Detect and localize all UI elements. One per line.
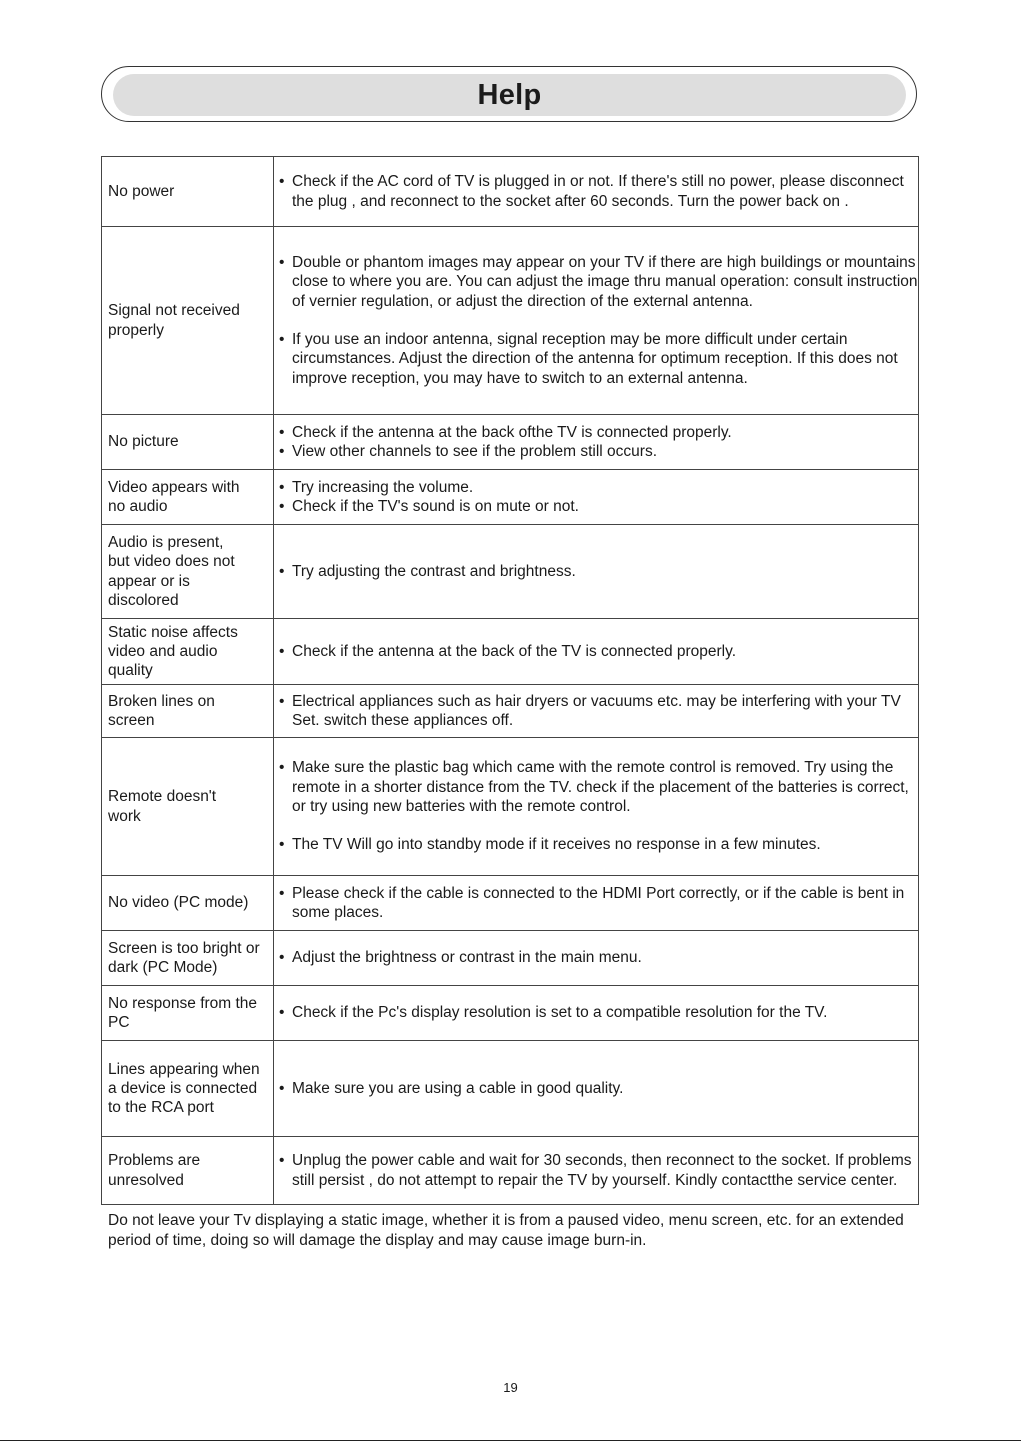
solution-item: • Electrical appliances such as hair dryers or vacuums etc. may be interfering with your TV Set. switch these appliances off. bbox=[278, 692, 918, 731]
table-row bbox=[102, 685, 919, 738]
problem-text: Broken lines on screen bbox=[108, 692, 215, 729]
page-title: Help bbox=[477, 78, 542, 111]
problem-cell bbox=[102, 931, 274, 986]
solution-item: • If you use an indoor antenna, signal reception may be more difficult under certain circumstances. Adjust the direction of the antenna for optimum reception. If this does not improve reception, you may have to switch to an external antenna. bbox=[278, 330, 918, 388]
problem-cell bbox=[102, 1041, 274, 1137]
page-number: 19 bbox=[503, 1380, 518, 1395]
problem-text: Lines appearing when a device is connected to the RCA port bbox=[108, 1060, 260, 1117]
table-row bbox=[102, 415, 919, 470]
solution-item: • View other channels to see if the problem still occurs. bbox=[278, 442, 918, 461]
solution-item: • Check if the AC cord of TV is plugged in or not. If there's still no power, please disconnect the plug , and reconnect to the socket after 60 seconds. Turn the power back on . bbox=[278, 172, 918, 211]
problem-text: Audio is present, but video does not appear or is discolored bbox=[108, 533, 235, 609]
burn-in-warning: Do not leave your Tv displaying a static image, whether it is from a paused video, menu screen, etc. for an extended period of time, doing so will damage the display and may cause image burn-in. bbox=[108, 1212, 904, 1249]
problem-text: Remote doesn't work bbox=[108, 788, 217, 825]
bottom-divider bbox=[0, 1440, 1021, 1441]
solution-item: • Unplug the power cable and wait for 30 seconds, then reconnect to the socket. If problems still persist , do not attempt to repair the TV by yourself. Kindly contactthe service center. bbox=[278, 1151, 918, 1190]
solution-cell bbox=[274, 415, 919, 470]
problem-cell bbox=[102, 876, 274, 931]
solution-cell bbox=[274, 1137, 919, 1205]
table-row bbox=[102, 1137, 919, 1205]
solution-item: • Try adjusting the contrast and brightness. bbox=[278, 562, 918, 581]
troubleshooting-table bbox=[101, 156, 919, 1205]
problem-cell bbox=[102, 685, 274, 738]
solution-cell bbox=[274, 738, 919, 876]
problem-cell bbox=[102, 1137, 274, 1205]
problem-cell bbox=[102, 986, 274, 1041]
problem-text: No video (PC mode) bbox=[108, 894, 249, 912]
solution-cell bbox=[274, 685, 919, 738]
solution-item: • Check if the antenna at the back ofthe TV is connected properly. bbox=[278, 423, 918, 442]
title-banner bbox=[113, 74, 906, 116]
solution-cell bbox=[274, 986, 919, 1041]
problem-cell bbox=[102, 619, 274, 685]
table-row bbox=[102, 227, 919, 415]
solution-item: • Double or phantom images may appear on your TV if there are high buildings or mountains close to where you are. You can adjust the image thru manual operation: consult instruction of vernier regulation, or adjust the direction of the external antenna. bbox=[278, 253, 918, 311]
solution-item: • Try increasing the volume. bbox=[278, 478, 918, 497]
problem-text: Signal not received properly bbox=[108, 302, 240, 339]
table-row bbox=[102, 525, 919, 619]
solution-cell bbox=[274, 619, 919, 685]
problem-text: Problems are unresolved bbox=[108, 1152, 201, 1189]
solution-item: • Make sure the plastic bag which came with the remote control is removed. Try using the remote in a shorter distance from the TV. check if the placement of the batteries is correct, or try using new batteries with the remote control. bbox=[278, 758, 918, 816]
solution-item: • Check if the antenna at the back of the TV is connected properly. bbox=[278, 642, 918, 661]
solution-item: • Adjust the brightness or contrast in the main menu. bbox=[278, 948, 918, 967]
table-row bbox=[102, 986, 919, 1041]
solution-cell bbox=[274, 470, 919, 525]
problem-cell bbox=[102, 157, 274, 227]
table-row bbox=[102, 738, 919, 876]
solution-item: • Please check if the cable is connected to the HDMI Port correctly, or if the cable is bent in some places. bbox=[278, 884, 918, 923]
problem-text: No picture bbox=[108, 433, 179, 451]
table-row bbox=[102, 470, 919, 525]
solution-cell bbox=[274, 227, 919, 415]
problem-cell bbox=[102, 415, 274, 470]
solution-cell bbox=[274, 1041, 919, 1137]
solution-item: • The TV Will go into standby mode if it receives no response in a few minutes. bbox=[278, 835, 918, 854]
problem-cell bbox=[102, 227, 274, 415]
table-row bbox=[102, 931, 919, 986]
problem-text: Static noise affects video and audio quality bbox=[108, 623, 238, 680]
solution-item: • Check if the Pc's display resolution is set to a compatible resolution for the TV. bbox=[278, 1003, 918, 1022]
problem-text: Screen is too bright or dark (PC Mode) bbox=[108, 939, 260, 976]
problem-cell bbox=[102, 738, 274, 876]
problem-cell bbox=[102, 470, 274, 525]
solution-item: • Check if the TV's sound is on mute or not. bbox=[278, 497, 918, 516]
solution-cell bbox=[274, 931, 919, 986]
table-row bbox=[102, 1041, 919, 1137]
table-row bbox=[102, 619, 919, 685]
problem-text: Video appears with no audio bbox=[108, 478, 240, 515]
problem-cell bbox=[102, 525, 274, 619]
table-row bbox=[102, 157, 919, 227]
solution-cell bbox=[274, 876, 919, 931]
solution-cell bbox=[274, 157, 919, 227]
solution-item: • Make sure you are using a cable in good quality. bbox=[278, 1079, 918, 1098]
problem-text: No response from the PC bbox=[108, 994, 258, 1031]
table-row bbox=[102, 876, 919, 931]
solution-cell bbox=[274, 525, 919, 619]
problem-text: No power bbox=[108, 182, 175, 200]
